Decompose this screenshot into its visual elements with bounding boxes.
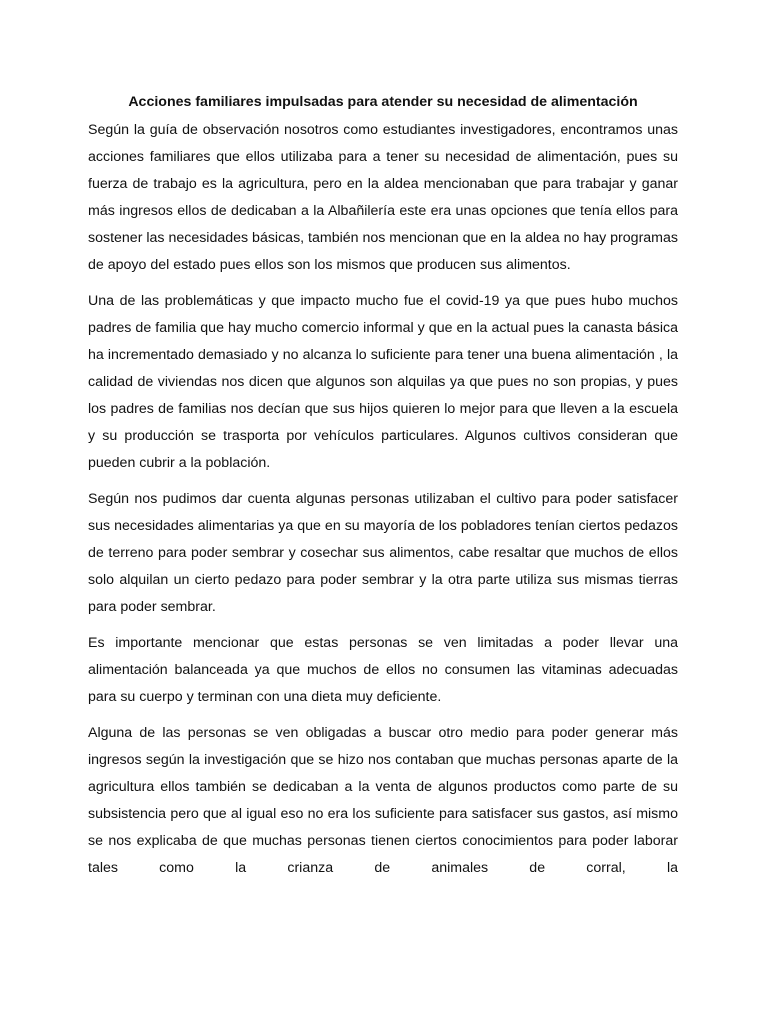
paragraph-3: Según nos pudimos dar cuenta algunas personas utilizaban el cultivo para poder satisfacer sus necesidades alimentarias ya que en su mayoría de los pobladores tenían ciertos pedazos de terreno para poder sembrar y cosechar sus alimentos, cabe resaltar que muchos de ellos solo alquilan un cierto pedazo para poder sembrar y la otra parte utiliza sus mismas tierras para poder sembrar. [88,491,678,615]
document-title: Acciones familiares impulsadas para atender su necesidad de alimentación [128,94,638,110]
paragraph-5: Alguna de las personas se ven obligadas a buscar otro medio para poder generar más ingresos según la investigación que se hizo nos contaban que muchas personas aparte de la agricultura ellos también se dedicaban a la venta de algunos productos como parte de su subsistencia pero que al igual eso no era los suficiente para satisfacer sus gastos, así mismo se nos explicaba de que muchas personas tienen ciertos conocimientos para poder laborar tales como la crianza de animales de corral, la [88,725,678,876]
paragraph-2: Una de las problemáticas y que impacto mucho fue el covid-19 ya que pues hubo muchos padres de familia que hay mucho comercio informal y que en la actual pues la canasta básica ha incrementado demasiado y no alcanza lo suficiente para tener una buena alimentación , la calidad de viviendas nos dicen que algunos son alquilas ya que pues no son propias, y pues los padres de familias nos decían que sus hijos quieren lo mejor para que lleven a la escuela y su producción se trasporta por vehículos particulares. Algunos cultivos consideran que pueden cubrir a la población. [88,293,678,471]
paragraph-1: Según la guía de observación nosotros como estudiantes investigadores, encontramos unas acciones familiares que ellos utilizaba para a tener su necesidad de alimentación, pues su fuerza de trabajo es la agricultura, pero en la aldea mencionaban que para trabajar y ganar más ingresos ellos de dedicaban a la Albañilería este era unas opciones que tenía ellos para sostener las necesidades básicas, también nos mencionan que en la aldea no hay programas de apoyo del estado pues ellos son los mismos que producen sus alimentos. [88,122,678,273]
document-page [88,92,678,891]
paragraph-4: Es importante mencionar que estas personas se ven limitadas a poder llevar una alimentación balanceada ya que muchos de ellos no consumen las vitaminas adecuadas para su cuerpo y terminan con una dieta muy deficiente. [88,635,678,705]
